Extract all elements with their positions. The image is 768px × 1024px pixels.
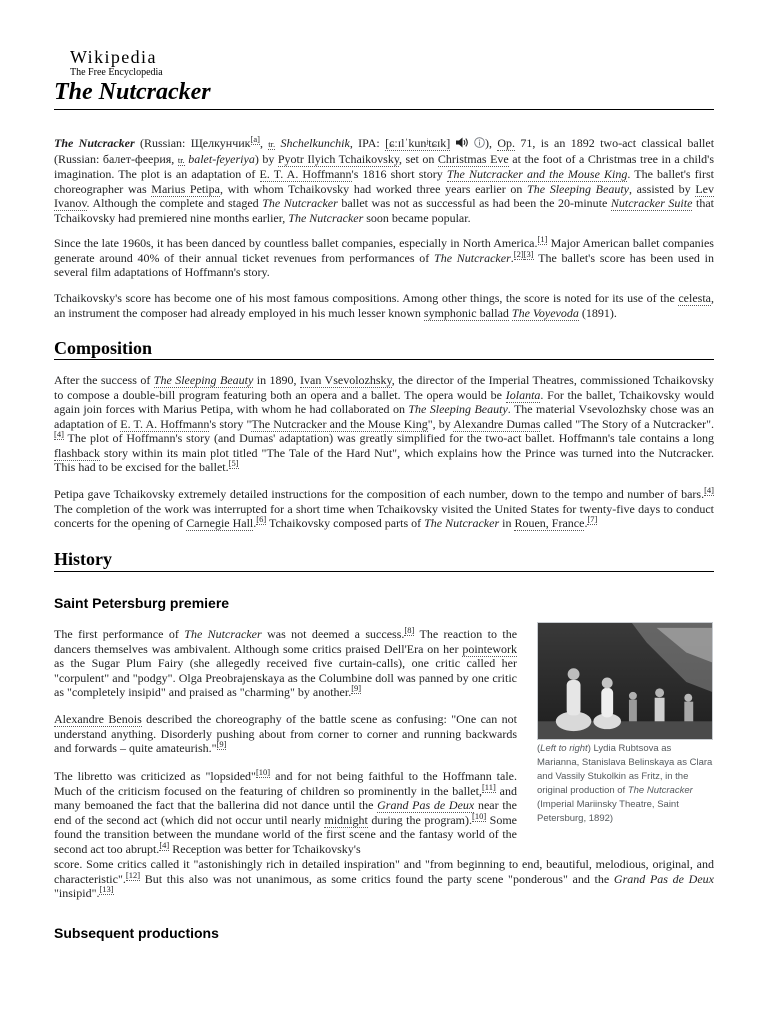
link-carnegie-hall[interactable]: Carnegie Hall <box>186 516 254 530</box>
composition-paragraph-2 <box>54 487 714 531</box>
figure-caption <box>537 742 713 826</box>
page-title: The Nutcracker <box>54 79 211 105</box>
text: Some found the transition between the mundane world of the first scene and the fantasy world of the second act too abrupt. <box>54 812 517 856</box>
text: in <box>499 516 515 530</box>
text: The completion of the work was interrupted for a short time when Tchaikovsky visited the United States for twenty-five days to conduct concerts for the opening of <box>54 501 714 530</box>
text: (Russian: Щелкунчик <box>134 136 251 150</box>
premiere-paragraph-1 <box>54 627 517 700</box>
link-midnight[interactable]: midnight <box>324 812 368 827</box>
footnote-ref[interactable]: [2] <box>513 248 524 259</box>
text: The Nutcracker <box>184 627 262 641</box>
text: Major American ballet companies generate around 40% of their annual ticket revenues from performances of <box>54 236 714 265</box>
text: soon became popular. <box>363 210 471 225</box>
link-vsevolozhsky[interactable]: Ivan Vsevolozhsky <box>300 373 392 387</box>
text: The plot of Hoffmann's story (and Dumas' adaptation) was greatly simplified for the two-act ballet. Hoffmann's tale contains a long <box>63 431 714 445</box>
text: "insipid". <box>54 886 100 900</box>
text: that Tchaikovsky had premiered nine months earlier, <box>54 196 714 225</box>
link-dumas[interactable]: Alexandre Dumas <box>453 416 541 431</box>
text: , set on <box>399 151 438 166</box>
text: Shchelkunchik <box>280 136 350 150</box>
text: Left to right <box>540 743 588 754</box>
text: called "The Story of a Nutcracker". <box>540 416 714 431</box>
link-benois[interactable]: Alexandre Benois <box>54 712 142 726</box>
footnote-ref[interactable]: [10] <box>255 767 271 777</box>
text: Tchaikovsky composed parts of <box>266 516 425 530</box>
transliteration-link[interactable]: tr. <box>177 154 185 165</box>
text: in 1890, <box>253 373 300 387</box>
text: , assisted by <box>629 181 696 196</box>
link-voyevoda[interactable]: The Voyevoda <box>511 305 579 320</box>
footnote-ref[interactable]: [6] <box>256 514 267 524</box>
footnote-ref[interactable]: [1] <box>537 234 548 244</box>
footnote-ref[interactable]: [7] <box>587 514 598 524</box>
text: Reception was better for Tchaikovsky's <box>169 841 361 856</box>
footnote-ref[interactable]: [13] <box>99 884 114 894</box>
title-divider <box>54 109 714 110</box>
lead-term: The Nutcracker <box>54 136 135 150</box>
text: story within its main plot titled "The Tale of the Hard Nut", which explains how the Prince was turned into the Nutcracker. This had to be excised for the ballet. <box>54 445 714 474</box>
footnote-ref[interactable]: [8] <box>404 625 415 635</box>
text: The first performance of <box>54 627 185 641</box>
link-grand-pas-de-deux[interactable]: Grand Pas de Deux <box>377 798 475 812</box>
text: 71, is an 1892 two-act classical ballet (Russian: балет-феерия, <box>54 136 715 166</box>
footnote-ref[interactable]: [10] <box>471 810 487 821</box>
link-lev-ivanov[interactable]: Lev Ivanov <box>54 181 714 210</box>
text: . The ballet's first choreographer was <box>54 167 714 196</box>
link-hoffmann[interactable]: E. T. A. Hoffmann <box>259 167 352 181</box>
text: , <box>259 136 269 150</box>
footnote-ref[interactable]: [3] <box>523 248 534 259</box>
link-petipa[interactable]: Marius Petipa <box>151 181 220 196</box>
text: near the end of the second act (which did not occur until nearly <box>54 798 517 827</box>
text: The Nutcracker <box>262 196 338 210</box>
text: balet-feyeriya <box>188 151 255 166</box>
text: 's story " <box>209 416 252 431</box>
text: ( <box>537 743 541 754</box>
footnote-ref[interactable]: [4] <box>54 429 64 439</box>
intro-paragraph-1 <box>54 136 714 225</box>
premiere-paragraph-3 <box>54 769 517 856</box>
text: ), <box>485 136 498 150</box>
text: was not deemed a success. <box>261 627 405 641</box>
footnote-ref[interactable]: [5] <box>228 458 239 468</box>
text: . <box>510 250 514 265</box>
transliteration-link[interactable]: tr. <box>268 139 276 149</box>
text: at the foot of a Christmas tree in a child's imagination. The plot is an adaptation of <box>54 151 715 181</box>
text: , an instrument the composer had already employed in his much lesser known <box>54 291 714 320</box>
text: 's 1816 short story <box>351 167 447 181</box>
text: But this also was not unanimous, as some critics found the party scene "ponderous" and the <box>140 871 614 886</box>
section-divider <box>54 359 714 360</box>
text: . For the ballet, Tchaikovsky would again join forces with Marius Petipa, with whom he had collaborated on <box>54 387 714 416</box>
text: , the director of the Imperial Theatres, commissioned Tchaikovsky to compose a double-bill program featuring both an opera and a ballet. The opera would be <box>54 373 714 402</box>
ballet-photo[interactable] <box>537 622 713 740</box>
text: . The material Vsevolozhsky chose was an adaptation of <box>54 402 714 431</box>
section-divider <box>54 571 714 572</box>
text: , with whom Tchaikovsky had worked three years earlier on <box>219 181 528 196</box>
premiere-paragraph-4 <box>54 857 714 901</box>
composition-paragraph-1 <box>54 373 714 475</box>
text: After the success of <box>54 373 154 387</box>
text: as the Sugar Plum Fairy (she allegedly received five curtain-calls), one critic called her "corpulent" and "podgy". Olga Preobrajenskaya as the Columbine doll was panned by one critic as "completely insipid" and praised as "charming" by another. <box>54 656 517 699</box>
text: The Nutcracker <box>434 250 511 265</box>
link-symphonic-ballad[interactable]: symphonic ballad <box>423 305 509 320</box>
intro-paragraph-2 <box>54 236 714 280</box>
text: , IPA: <box>349 136 386 150</box>
footnote-ref[interactable]: [a] <box>250 134 260 144</box>
link-nutcracker-suite[interactable]: Nutcracker Suite <box>610 196 693 210</box>
info-icon[interactable] <box>474 137 485 152</box>
text: and many bemoaned the fact that the ballerina did not dance until the <box>54 783 517 812</box>
link-hoffmann[interactable]: E. T. A. Hoffmann <box>120 416 210 431</box>
ipa-link[interactable]: [ɕːɪlˈkunʲtɕɪk] <box>385 136 451 150</box>
text: ) Lydia Rubtsova as Marianna, Stanislava Belinskaya as Clara and Vassily Stukolkin as Fritz, in the original production of <box>537 743 713 796</box>
text: The Sleeping Beauty <box>408 402 508 416</box>
text: Since the late 1960s, it has been danced by countless ballet companies, especially in North America. <box>54 236 538 250</box>
text: . <box>253 516 257 530</box>
text: The Nutcracker <box>288 210 364 225</box>
text: The libretto was criticized as "lopsided" <box>54 769 256 783</box>
text: Tchaikovsky's score has become one of his most famous compositions. Among other things, the score is noted for its use of the <box>54 291 679 305</box>
text: The Sleeping Beauty <box>527 181 630 196</box>
opus-link[interactable]: Op. <box>497 136 516 150</box>
text: ) by <box>254 151 278 166</box>
link-sleeping-beauty[interactable]: The Sleeping Beauty <box>153 373 254 387</box>
link-flashback[interactable]: flashback <box>54 445 100 460</box>
text: (Imperial Mariinsky Theatre, Saint Petersburg, 1892) <box>537 799 679 824</box>
intro-paragraph-3 <box>54 291 714 320</box>
footnote-ref[interactable]: [4] <box>704 485 714 495</box>
footnote-ref[interactable]: [4] <box>159 839 170 850</box>
footnote-ref[interactable]: [12] <box>125 869 141 880</box>
footnote-ref[interactable]: [11] <box>481 781 496 792</box>
subsection-heading-subsequent: Subsequent productions <box>54 925 219 941</box>
wikipedia-tagline: The Free Encyclopedia <box>70 67 163 78</box>
link-nutcracker-mouse-king[interactable]: The Nutcracker and the Mouse King <box>251 416 428 431</box>
section-heading-composition: Composition <box>54 338 153 358</box>
subsection-heading-premiere: Saint Petersburg premiere <box>54 595 230 611</box>
speaker-icon[interactable] <box>456 137 469 152</box>
link-nutcracker-mouse-king[interactable]: The Nutcracker and the Mouse King <box>446 167 628 181</box>
text: described the choreography of the battle scene as confusing: "One can not understand anything. Disorderly pushing about from corner to corner and running backwards and forwards – quite amateurish." <box>54 712 518 755</box>
wikipedia-logo[interactable] <box>70 48 163 78</box>
text: ", by <box>427 416 454 431</box>
link-rouen[interactable]: Rouen, France <box>514 516 585 530</box>
text: ballet was not as successful as had been the 20-minute <box>337 196 611 210</box>
text: Petipa gave Tchaikovsky extremely detailed instructions for the composition of each number, down to the tempo and number of bars. <box>54 487 705 501</box>
text: score. Some critics called it "astonishingly rich in detailed inspiration" and "from beginning to end, beautiful, melodious, original, and characteristic". <box>54 857 714 886</box>
link-christmas-eve[interactable]: Christmas Eve <box>437 151 509 166</box>
premiere-paragraph-2 <box>54 712 517 756</box>
text: The Nutcracker <box>627 785 693 796</box>
link-pointework[interactable]: pointework <box>462 641 517 656</box>
text: Grand Pas de Deux <box>613 871 714 886</box>
link-iolanta[interactable]: Iolanta <box>505 387 541 402</box>
text: . <box>584 516 588 530</box>
link-tchaikovsky[interactable]: Pyotr Ilyich Tchaikovsky <box>277 151 400 166</box>
premiere-figure <box>537 622 713 826</box>
footnote-ref[interactable]: [9] <box>216 739 227 749</box>
text: (1891). <box>578 305 617 320</box>
section-heading-history: History <box>54 549 112 569</box>
text: and for not being faithful to the Hoffmann tale. Much of the criticism focused on the featuring of children so prominently in the ballet, <box>54 769 517 798</box>
text: . Although the complete and staged <box>86 196 263 210</box>
text: during the program). <box>367 812 472 827</box>
wikipedia-wordmark: Wikipedia <box>70 47 157 67</box>
footnote-ref[interactable]: [9] <box>351 683 362 693</box>
text: The ballet's score has been used in several film adaptations of Hoffmann's story. <box>54 250 715 279</box>
text: The reaction to the dancers themselves was ambivalent. Although some critics praised Dell'Era on her <box>54 627 518 656</box>
link-celesta[interactable]: celesta <box>678 291 711 305</box>
text: The Nutcracker <box>424 516 500 530</box>
